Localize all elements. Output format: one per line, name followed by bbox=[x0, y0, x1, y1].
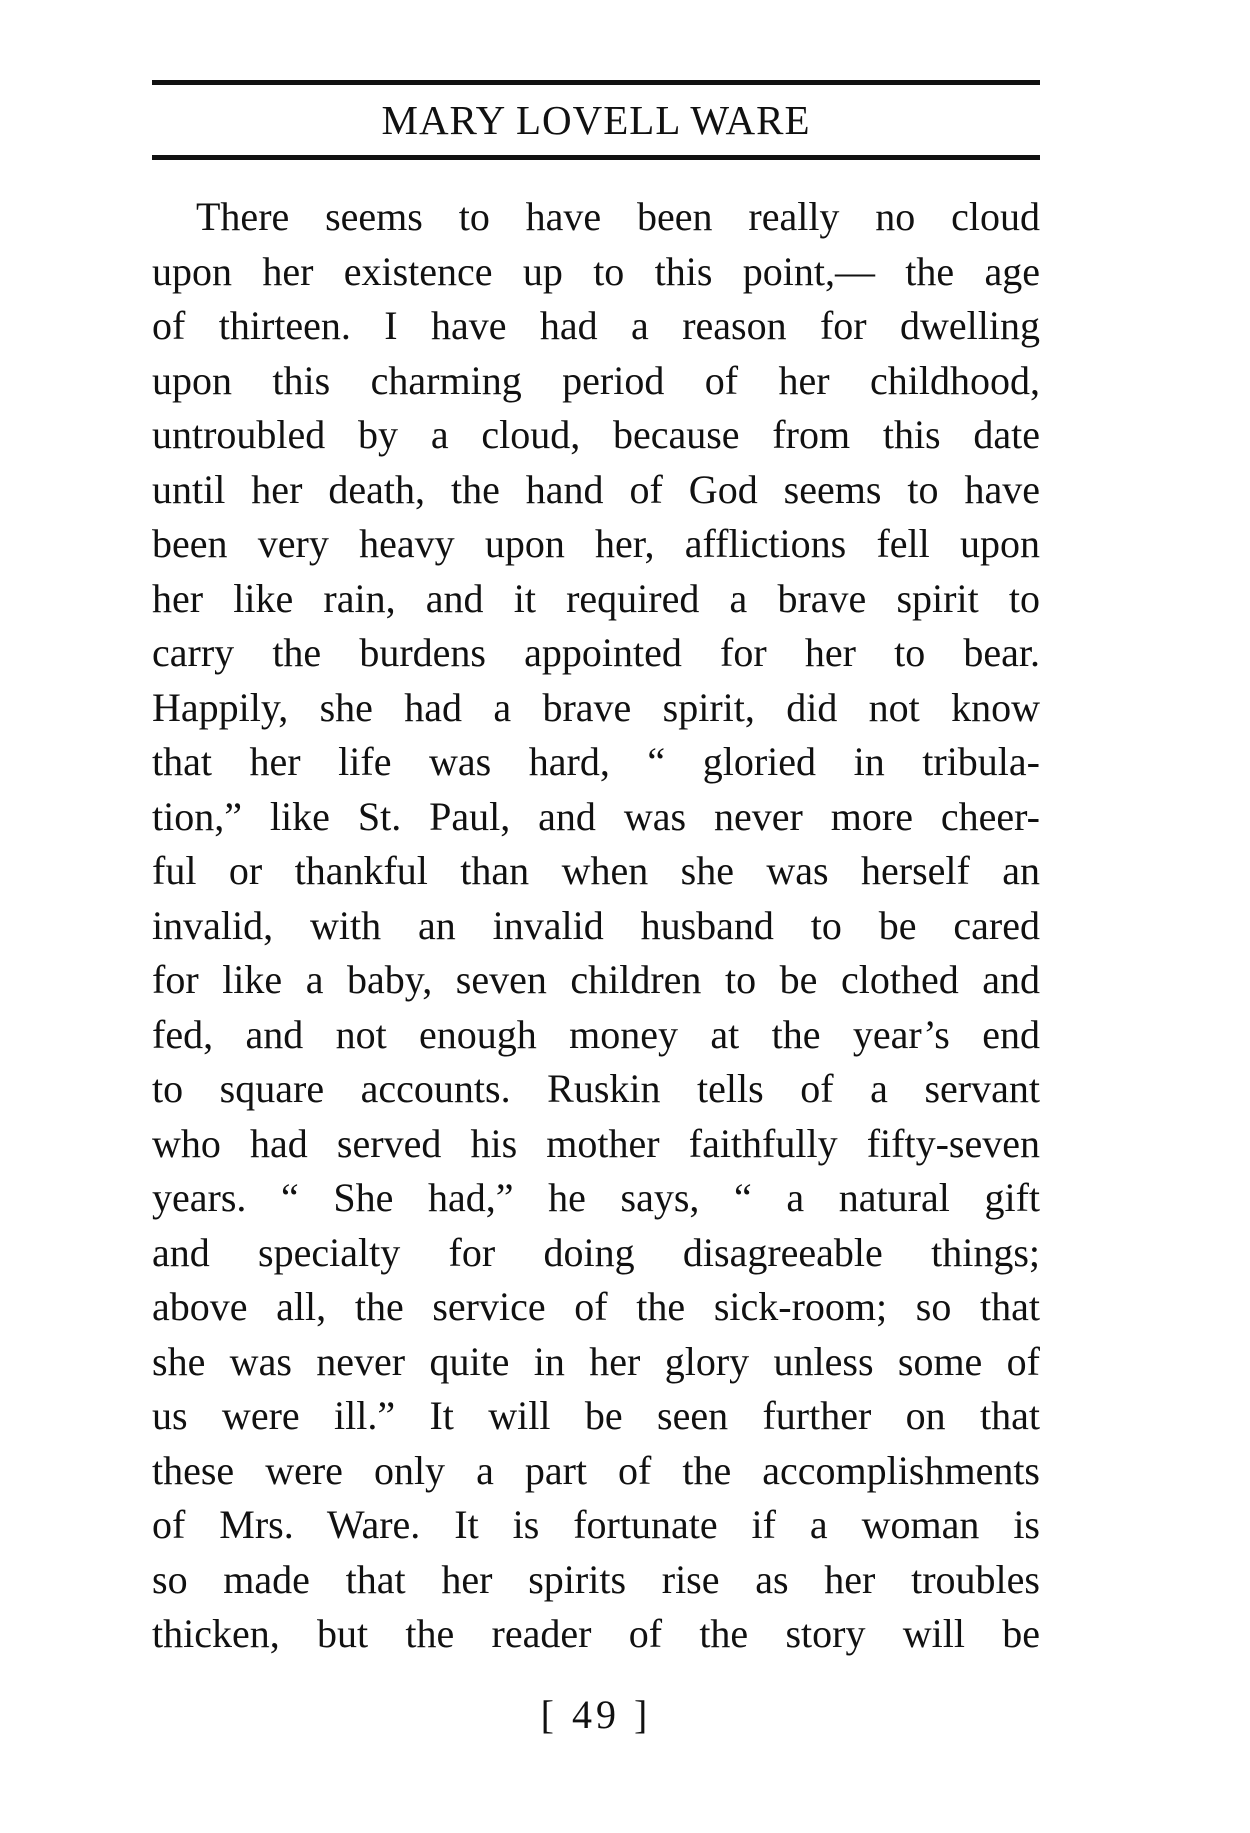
text-line: years. “ She had,” he says, “ a natural gift bbox=[152, 1175, 1040, 1220]
text-line: her like rain, and it required a brave spirit to bbox=[152, 575, 1040, 621]
body-paragraph bbox=[152, 190, 1040, 1662]
text-line: untroubled by a cloud, because from this date bbox=[152, 412, 1040, 457]
text-line: until her death, the hand of God seems to have bbox=[152, 466, 1040, 512]
page-number: [ 49 ] bbox=[540, 1692, 652, 1737]
text-line: upon this charming period of her childhood, bbox=[152, 357, 1040, 403]
text-line: us were ill.” It will be seen further on that bbox=[152, 1393, 1040, 1438]
text-line: been very heavy upon her, afflictions fell upon bbox=[152, 521, 1040, 566]
text-line: upon her existence up to this point,— the age bbox=[152, 248, 1040, 294]
text-line: and specialty for doing disagreeable things; bbox=[152, 1229, 1040, 1275]
header-rule-bottom bbox=[152, 155, 1040, 160]
running-head: MARY LOVELL WARE bbox=[381, 97, 811, 143]
header-rule-top bbox=[152, 80, 1040, 85]
text-line: of thirteen. I have had a reason for dwelling bbox=[152, 303, 1040, 348]
text-line: carry the burdens appointed for her to bear. bbox=[152, 630, 1040, 675]
text-line: tion,” like St. Paul, and was never more cheer- bbox=[152, 793, 1040, 839]
text-line: There seems to have been really no cloud bbox=[196, 194, 1040, 239]
text-line: who had served his mother faithfully fifty-seven bbox=[152, 1120, 1040, 1166]
text-line: of Mrs. Ware. It is fortunate if a woman is bbox=[152, 1502, 1040, 1547]
text-line: thicken, but the reader of the story will be bbox=[152, 1611, 1040, 1656]
text-line: ful or thankful than when she was herself an bbox=[152, 848, 1040, 893]
text-line: so made that her spirits rise as her troubles bbox=[152, 1556, 1040, 1602]
text-line: fed, and not enough money at the year’s end bbox=[152, 1011, 1040, 1057]
text-line: she was never quite in her glory unless some of bbox=[152, 1338, 1040, 1384]
text-line: these were only a part of the accomplishments bbox=[152, 1447, 1040, 1493]
text-line: to square accounts. Ruskin tells of a servant bbox=[152, 1066, 1040, 1111]
text-line: above all, the service of the sick-room; so that bbox=[152, 1284, 1040, 1329]
text-line: invalid, with an invalid husband to be cared bbox=[152, 902, 1040, 948]
text-line: for like a baby, seven children to be clothed and bbox=[152, 957, 1040, 1002]
text-line: that her life was hard, “ gloried in tribula- bbox=[152, 739, 1040, 784]
text-line: Happily, she had a brave spirit, did not know bbox=[152, 684, 1040, 730]
